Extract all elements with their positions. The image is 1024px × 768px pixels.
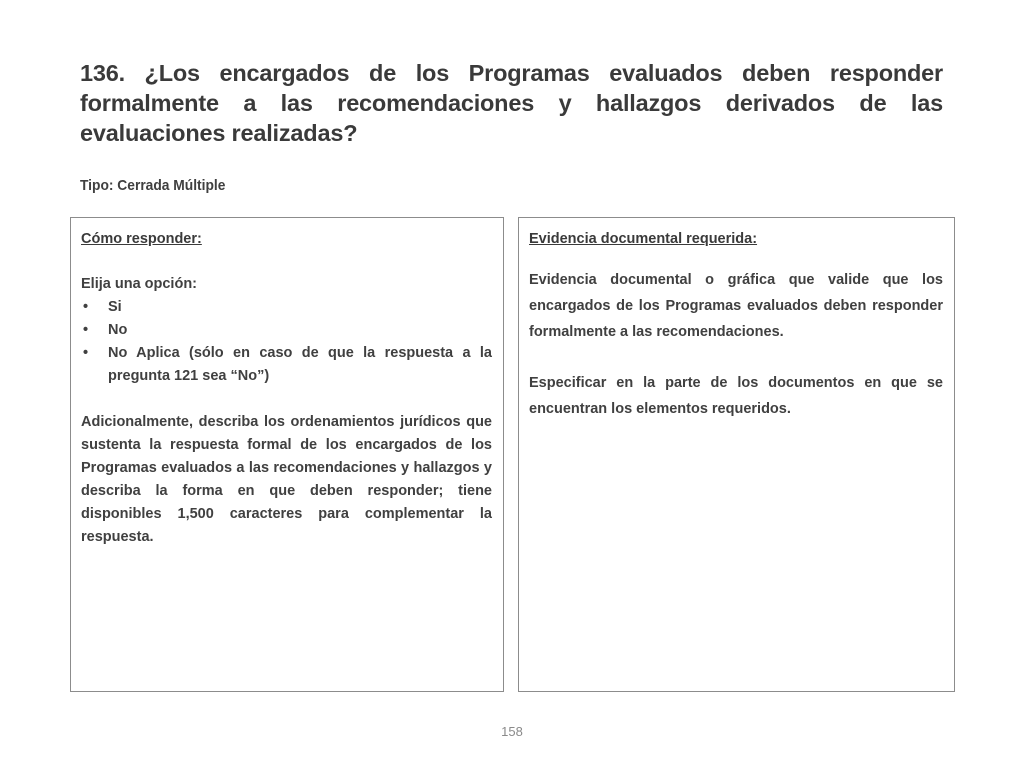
evidence-panel <box>518 217 955 692</box>
evidence-heading: Evidencia documental requerida: <box>529 231 758 247</box>
page-number: 158 <box>501 724 523 739</box>
option-label: No Aplica (sólo en caso de que la respuesta a la pregunta 121 sea “No”) <box>108 345 492 384</box>
question-type: Tipo: Cerrada Múltiple <box>80 177 226 194</box>
bullet-icon: • <box>83 299 89 315</box>
bullet-icon: • <box>83 322 89 338</box>
option-item <box>81 296 492 319</box>
option-label: No <box>108 322 128 338</box>
additional-instructions: Adicionalmente, describa los ordenamientos jurídicos que sustenta la respuesta formal de los encargados de los Programas evaluados a las recomendaciones y hallazgos y describa la forma en que deben responder; tiene disponibles 1,500 caracteres para complementar la respuesta. <box>81 414 492 545</box>
how-to-answer-panel <box>70 217 504 692</box>
options-list <box>81 296 492 388</box>
question-title: 136. ¿Los encargados de los Programas evaluados deben responder formalmente a las recomendaciones y hallazgos derivados de las evaluaciones realizadas? <box>80 60 943 146</box>
bullet-icon: • <box>83 345 89 361</box>
evidence-paragraph: Evidencia documental o gráfica que valide que los encargados de los Programas evaluados deben responder formalmente a las recomendaciones. <box>529 272 943 340</box>
option-item <box>81 342 492 388</box>
option-item <box>81 319 492 342</box>
choose-option-prompt: Elija una opción: <box>81 276 198 292</box>
option-label: Si <box>108 299 122 315</box>
evidence-location-paragraph: Especificar en la parte de los documentos en que se encuentran los elementos requeridos. <box>529 375 943 417</box>
how-to-answer-heading: Cómo responder: <box>81 231 202 247</box>
